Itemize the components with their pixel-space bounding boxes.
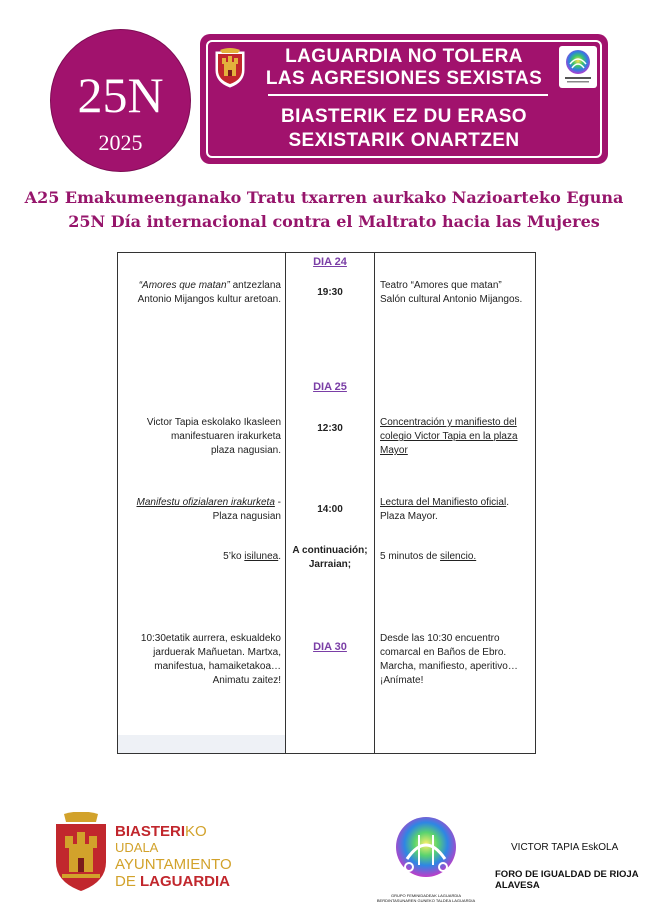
row2-basque-line2: manifestuaren irakurketa <box>170 431 281 442</box>
row2-spanish-line2: colegio Victor Tapia en la plaza <box>380 431 518 442</box>
row4-spanish <box>380 550 532 564</box>
time-column <box>286 253 375 754</box>
row4-basque-post: . <box>278 551 281 562</box>
row1-basque <box>121 279 281 307</box>
laguardia-crest-icon <box>214 48 246 88</box>
row2-basque-line1: Victor Tapia eskolako Ikasleen <box>146 417 281 428</box>
row1-time: 19:30 <box>317 287 343 298</box>
foro-caption-line2: BERDINTASUNAREN GUNEKO TALDEA LAGUARDIA <box>376 898 476 903</box>
badge-year: 2025 <box>98 130 143 155</box>
footer-laguardia: LAGUARDIA <box>140 873 231 890</box>
footer-udala: UDALA <box>115 840 159 855</box>
title-spanish: 25N Día internacional contra el Maltrato hacia las Mujeres <box>68 212 600 231</box>
banner-line-1: LAGUARDIA NO TOLERA <box>285 46 523 67</box>
table-footer-strip <box>118 735 285 753</box>
25n-badge <box>51 30 190 171</box>
footer-ko: KO <box>185 823 207 840</box>
row5-spanish-line2: comarcal en Baños de Ebro. <box>380 647 507 658</box>
campaign-banner <box>200 34 608 164</box>
row3-spanish-line2: Plaza Mayor. <box>380 511 438 522</box>
row5-basque <box>121 632 281 688</box>
foro-name: FORO DE IGUALDAD DE RIOJA ALAVESA <box>495 869 639 891</box>
row3-basque-underlined: Manifestu ofizialaren irakurketa <box>136 497 275 508</box>
banner-divider <box>268 94 548 96</box>
row3-basque-rest: - <box>274 497 281 508</box>
row4-spanish-underlined: silencio. <box>440 551 477 562</box>
foro-caption <box>376 893 476 903</box>
row4-basque <box>121 550 281 564</box>
row2-spanish-line1: Concentración y manifiesto del <box>380 417 517 428</box>
title-basque: A25 Emakumeenganako Tratu txarren aurkako Nazioarteko Eguna <box>24 188 624 207</box>
footer-ayuntamiento: AYUNTAMIENTO <box>115 856 232 873</box>
schedule-table <box>117 252 536 754</box>
row1-spanish <box>380 279 532 307</box>
spanish-column <box>375 253 536 754</box>
foro-igualdad-small-logo <box>559 46 597 88</box>
row1-basque-italic: “Amores que matan” <box>138 280 230 291</box>
row2-spanish <box>380 416 532 458</box>
row2-basque-line3: plaza nagusian. <box>210 445 281 456</box>
basque-column <box>118 253 286 754</box>
row4-time-line2: Jarraian; <box>308 559 352 570</box>
foro-caption-line1: GRUPO FEMINIDADEAK LAGUARDIA <box>390 893 461 898</box>
footer-biasteri: BIASTERI <box>115 823 186 840</box>
row4-basque-pre: 5’ko <box>223 551 245 562</box>
row5-basque-line2: jarduerak Mañuetan. Martxa, <box>153 647 281 658</box>
row4-time <box>286 544 374 572</box>
banner-line-3: BIASTERIK EZ DU ERASO <box>281 106 527 127</box>
row1-basque-rest: antzezlana <box>229 280 281 291</box>
banner-line-4: SEXISTARIK ONARTZEN <box>288 130 520 151</box>
school-name: VICTOR TAPIA EskOLA <box>511 842 619 853</box>
day-30-label: DIA 30 <box>313 641 347 653</box>
ayuntamiento-crest-icon <box>54 812 108 892</box>
banner-line-2: LAS AGRESIONES SEXISTAS <box>265 68 543 89</box>
row5-basque-line1: 10:30etatik aurrera, eskualdeko <box>140 633 281 644</box>
row5-spanish-line4: ¡Anímate! <box>380 675 424 686</box>
row3-spanish-rest: . <box>506 497 509 508</box>
row1-spanish-line2: Salón cultural Antonio Mijangos. <box>380 294 523 305</box>
row5-basque-line3: manifestua, hamaiketakoa… <box>154 661 281 672</box>
row4-basque-underlined: isilunea <box>244 551 279 562</box>
row2-basque <box>121 416 281 458</box>
row3-basque <box>121 496 281 524</box>
footer-biasteriko <box>115 824 207 840</box>
row5-spanish <box>380 632 532 688</box>
foro-igualdad-logo-icon <box>389 815 463 897</box>
row5-spanish-line3: Marcha, manifiesto, aperitivo… <box>380 661 518 672</box>
row3-basque-line2: Plaza nagusian <box>212 511 281 522</box>
row3-time: 14:00 <box>317 504 343 515</box>
row4-spanish-pre: 5 minutos de <box>380 551 441 562</box>
footer-de-laguardia <box>115 874 230 890</box>
row2-time: 12:30 <box>317 423 343 434</box>
row3-spanish <box>380 496 532 524</box>
row2-spanish-line3: Mayor <box>380 445 408 456</box>
badge-title: 25N <box>77 67 164 123</box>
rainbow-logo-icon <box>559 46 597 88</box>
row1-basque-line2: Antonio Mijangos kultur aretoan. <box>137 294 281 305</box>
day-24-label: DIA 24 <box>313 256 347 268</box>
day-25-label: DIA 25 <box>313 381 347 393</box>
row5-basque-line4: Animatu zaitez! <box>212 675 281 686</box>
row1-spanish-line1: Teatro “Amores que matan” <box>380 280 502 291</box>
row3-spanish-underlined: Lectura del Manifiesto oficial <box>380 497 507 508</box>
row5-spanish-line1: Desde las 10:30 encuentro <box>380 633 500 644</box>
footer-de: DE <box>115 873 141 890</box>
row4-time-line1: A continuación; <box>292 545 368 556</box>
